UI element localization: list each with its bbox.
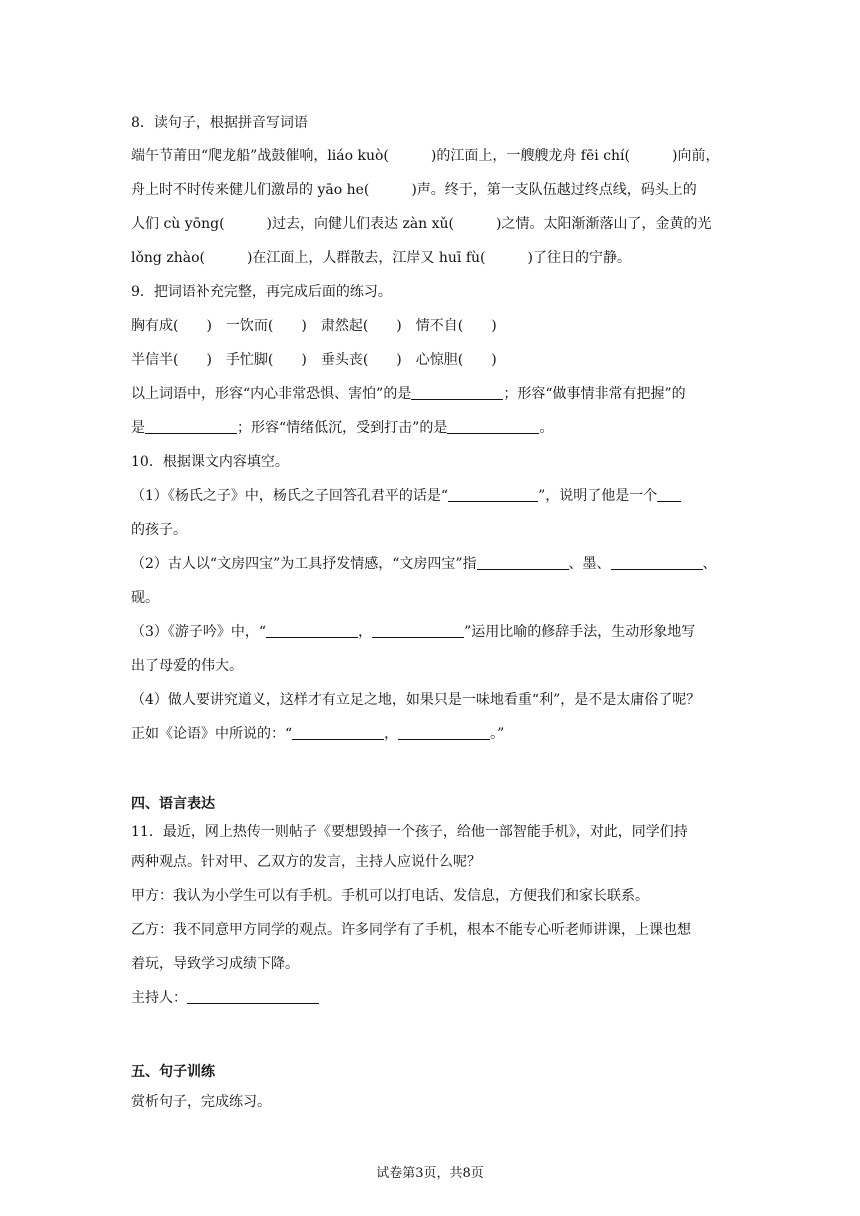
q10-sub-2 xyxy=(131,554,731,574)
q10-sub-3-text-b: ， xyxy=(358,624,373,640)
q9-row-2: 半信半( ) 手忙脚( ) 垂头丧( ) 心惊胆( ) xyxy=(131,352,497,368)
q9-line-4-text-a: 是 xyxy=(131,420,145,436)
answer-blank[interactable] xyxy=(447,419,539,434)
answer-blank[interactable] xyxy=(477,555,569,570)
q10-sub-3-text-c: ”运用比喻的修辞手法，生动形象地写 xyxy=(464,624,696,640)
q10-sub-3-cont: 出了母爱的伟大。 xyxy=(131,658,243,674)
q8-line-1: 端午节莆田“爬龙船”战鼓催响，liáo kuò( )的江面上，一艘艘龙舟 fēi chí( )向前， xyxy=(131,148,720,164)
q11-yi-2: 着玩，导致学习成绩下降。 xyxy=(131,956,299,972)
q10-title: 10．根据课文内容填空。 xyxy=(131,454,289,470)
q9-title: 9．把词语补充完整，再完成后面的练习。 xyxy=(131,284,392,300)
answer-blank[interactable] xyxy=(611,555,703,570)
q10-sub-2-cont: 砚。 xyxy=(131,590,159,606)
q11-yi-1: 乙方：我不同意甲方同学的观点。许多同学有了手机，根本不能专心听老师讲课，上课也想 xyxy=(131,922,691,938)
answer-blank[interactable] xyxy=(266,623,358,638)
q11-line-1: 11．最近，网上热传一则帖子《要想毁掉一个孩子，给他一部智能手机》，对此，同学们持 xyxy=(131,824,688,840)
section-4-heading: 四、语言表达 xyxy=(131,796,215,812)
q10-sub-4-text-b: 正如《论语》中所说的：“ xyxy=(131,726,293,742)
q10-sub-2-text-a: （2）古人以“文房四宝”为工具抒发情感，“文房四宝”指 xyxy=(131,556,477,572)
answer-blank[interactable] xyxy=(411,385,503,400)
answer-blank[interactable] xyxy=(657,487,681,502)
q10-sub-2-text-c: 、 xyxy=(702,556,717,572)
answer-blank[interactable] xyxy=(145,419,237,434)
q10-sub-3 xyxy=(131,622,731,642)
q10-sub-1 xyxy=(131,486,731,506)
q9-row-1: 胸有成( ) 一饮而( ) 肃然起( ) 情不自( ) xyxy=(131,318,497,334)
q8-line-2: 舟上时不时传来健儿们激昂的 yāo he( )声。终于，第一支队伍越过终点线，码头上的 xyxy=(131,182,697,198)
q10-sub-1-text-a: （1）《杨氏之子》中，杨氏之子回答孔君平的话是“ xyxy=(131,488,449,504)
page-footer: 试卷第3页，共8页 xyxy=(376,1166,484,1181)
q9-line-4-text-c: 。 xyxy=(539,420,554,436)
answer-blank[interactable] xyxy=(292,725,384,740)
q8-title: 8．读句子，根据拼音写词语 xyxy=(131,115,308,131)
answer-blank[interactable] xyxy=(187,989,319,1004)
q9-line-4 xyxy=(131,418,731,438)
q10-sub-1-cont: 的孩子。 xyxy=(131,522,187,538)
answer-blank[interactable] xyxy=(448,487,538,502)
section-5-instruction: 赏析句子，完成练习。 xyxy=(131,1094,271,1110)
q9-line-3-text-a: 以上词语中，形容“内心非常恐惧、害怕”的是 xyxy=(131,386,412,402)
q10-sub-1-text-b: ”，说明了他是一个 xyxy=(538,488,658,504)
q10-sub-3-text-a: （3）《游子吟》中，“ xyxy=(131,624,267,640)
q9-line-4-text-b: ；形容“情绪低沉，受到打击”的是 xyxy=(237,420,448,436)
q11-line-2: 两种观点。针对甲、乙双方的发言，主持人应说什么呢？ xyxy=(131,854,481,870)
q10-sub-4-cont xyxy=(131,724,731,744)
q9-line-3 xyxy=(131,384,731,404)
q10-sub-2-text-b: 、墨、 xyxy=(568,556,611,572)
q11-host xyxy=(131,988,731,1008)
q11-jia: 甲方：我认为小学生可以有手机。手机可以打电话、发信息，方便我们和家长联系。 xyxy=(131,888,649,904)
answer-blank[interactable] xyxy=(398,725,490,740)
q10-sub-4-text-d: 。” xyxy=(490,726,505,742)
q9-line-3-text-b: ；形容“做事情非常有把握”的 xyxy=(503,386,686,402)
q8-line-3: 人们 cù yōng( )过去，向健儿们表达 zàn xǔ( )之情。太阳渐渐落山了，金黄的光 xyxy=(131,216,712,232)
section-5-heading: 五、句子训练 xyxy=(131,1064,215,1080)
q10-sub-4-text-c: ， xyxy=(384,726,399,742)
q11-host-label: 主持人： xyxy=(131,990,187,1006)
q8-line-4: lǒng zhào( )在江面上，人群散去，江岸又 huī fù( )了往日的宁静。 xyxy=(131,250,631,266)
q10-sub-4: （4）做人要讲究道义，这样才有立足之地，如果只是一味地看重“利”，是不是太庸俗了呢？ xyxy=(131,692,701,708)
answer-blank[interactable] xyxy=(372,623,464,638)
